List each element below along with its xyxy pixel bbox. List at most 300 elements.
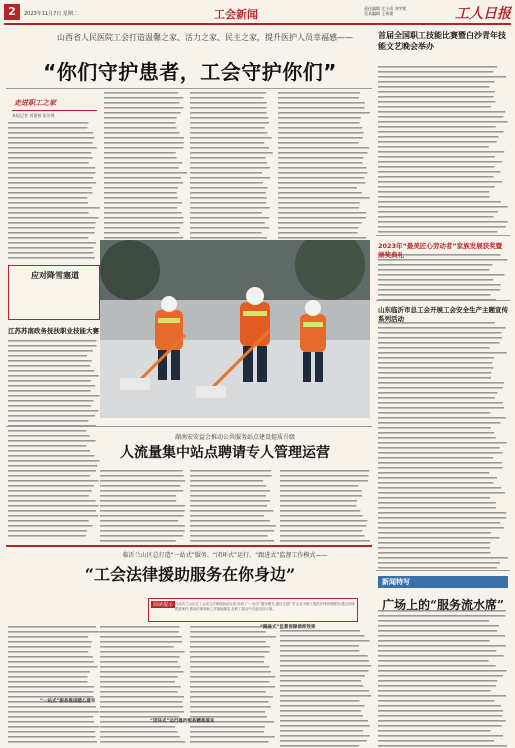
text-line [378,221,508,223]
text-line [278,197,370,199]
text-line [190,117,269,119]
text-line [378,745,507,747]
text-line [378,620,489,622]
text-line [100,631,179,633]
text-line [190,167,270,169]
text-line [378,422,500,424]
text-line [190,686,275,688]
text-line [378,382,504,384]
text-line [190,212,262,214]
text-line [378,452,503,454]
text-line [190,107,266,109]
text-line [378,492,505,494]
text-line [8,340,97,342]
text-line [278,177,364,179]
text-line [378,710,503,712]
text-line [378,655,504,657]
text-line [100,540,176,542]
text-line [378,106,491,108]
text-line [280,475,369,477]
text-line [378,186,495,188]
text-line [8,192,92,194]
text-line [8,167,95,169]
text-line [190,92,266,94]
text-line [378,650,496,652]
right-headline-2: 2023年“最美匠心劳动者”家族发展获奖暨颁奖典礼 [378,242,503,259]
text-line [104,107,183,109]
text-line [190,217,269,219]
text-line [100,515,184,517]
text-line [8,177,93,179]
page-number: 2 [4,4,20,20]
text-line [190,706,271,708]
text-line [378,126,496,128]
text-line [378,552,491,554]
text-line [8,465,97,467]
news-photo [100,240,370,418]
text-line [280,485,358,487]
text-line [190,495,266,497]
text-line [8,736,96,738]
divider [376,570,510,571]
text-line [190,97,264,99]
text-line [378,201,501,203]
text-line [104,207,177,209]
text-line [378,670,507,672]
text-line [8,515,98,517]
text-line [378,537,499,539]
text-line [378,121,508,123]
text-line [100,525,185,527]
text-line [190,666,269,668]
text-line [190,142,264,144]
text-line [100,626,180,628]
text-line [8,626,96,628]
text-line [378,402,503,404]
text-line [190,490,270,492]
text-line [280,670,368,672]
text-line [190,691,266,693]
text-line [280,520,367,522]
text-line [190,726,265,728]
text-line [378,191,489,193]
text-line [8,152,91,154]
text-line [190,157,265,159]
text-line [280,640,370,642]
text-line [280,740,367,742]
text-line [378,337,502,339]
text-line [378,294,491,296]
lead-headline: “你们守护患者，工会守护你们” [43,60,337,84]
text-line [280,695,371,697]
text-line [104,117,177,119]
section-tag: 新闻特写 [378,576,508,588]
text-line [278,217,366,219]
text-line [190,122,269,124]
divider [376,235,510,236]
text-line [378,705,501,707]
left-headline: 江苏苏南政务抚扶职业技能大赛 [8,327,99,335]
text-line [190,661,264,663]
text-line [378,735,503,737]
text-line [8,365,90,367]
divider [376,300,510,301]
text-line [378,206,508,208]
text-line [378,327,505,329]
text-line [378,432,494,434]
text-line [104,147,183,149]
text-line [378,447,500,449]
text-line [190,530,274,532]
text-line [190,162,267,164]
text-line [378,66,497,68]
text-line [378,216,494,218]
text-line [378,76,506,78]
divider [6,545,372,547]
text-line [190,227,269,229]
text-line [190,152,273,154]
text-line [100,530,185,532]
text-line [378,740,494,742]
text-line [104,177,181,179]
text-line [8,495,89,497]
text-line [100,520,178,522]
text-line [190,147,269,149]
text-line [100,535,183,537]
text-line [278,172,367,174]
text-line [8,197,87,199]
text-line [104,212,182,214]
text-line [104,92,178,94]
text-line [8,691,93,693]
text-line [278,102,365,104]
text-line [378,269,489,271]
text-line [378,567,497,569]
divider [6,426,372,427]
text-line [190,671,271,673]
text-line [8,656,93,658]
text-line [378,462,502,464]
text-line [278,142,359,144]
text-line [280,540,370,542]
text-line [100,485,180,487]
text-line [8,410,98,412]
text-line [100,510,185,512]
text-line [378,181,502,183]
text-line [190,676,275,678]
text-line [100,741,185,743]
text-line [378,101,495,103]
text-line [190,480,263,482]
text-line [190,540,274,542]
text-line [190,192,266,194]
text-line [190,646,270,648]
text-line [378,141,497,143]
text-line [190,741,269,743]
text-line [8,420,88,422]
text-line [8,360,92,362]
text-line [278,97,359,99]
text-line [280,705,364,707]
text-line [104,237,183,239]
text-line [280,495,362,497]
text-line [8,247,94,249]
text-line [8,726,99,728]
text-line [378,196,490,198]
text-line [100,706,183,708]
text-line [280,690,369,692]
text-line [8,232,95,234]
text-line [100,686,181,688]
text-line [280,660,369,662]
text-line [8,510,96,512]
text-line [378,412,490,414]
text-line [8,127,87,129]
text-line [8,530,87,532]
text-line [378,630,497,632]
text-line [190,470,271,472]
text-line [378,171,500,173]
text-line [280,725,370,727]
text-line [378,557,508,559]
text-line [190,197,267,199]
text-line [378,156,495,158]
text-line [100,641,182,643]
text-line [378,96,494,98]
text-line [378,367,493,369]
text-line [378,226,506,228]
text-line [378,695,506,697]
text-line [190,505,267,507]
text-line [100,676,178,678]
text-line [8,676,88,678]
text-line [8,147,97,149]
text-line [8,227,95,229]
text-line [104,132,180,134]
text-line [378,690,491,692]
text-line [378,660,489,662]
text-line [280,530,362,532]
right-headline-1: 首届全国职工技能比赛暨白沙青年技能文艺晚会举办 [378,31,506,51]
text-line [378,562,500,564]
text-line [278,157,363,159]
text-line [280,665,371,667]
text-line [104,102,180,104]
text-line [378,176,494,178]
text-line [280,515,363,517]
text-line [190,182,263,184]
text-line [8,385,95,387]
text-line [100,671,184,673]
text-line [378,497,490,499]
text-line [8,475,90,477]
text-line [378,357,494,359]
text-line [8,430,86,432]
text-line [190,681,269,683]
text-line [104,217,183,219]
text-line [280,630,360,632]
text-line [190,525,276,527]
text-line [8,520,89,522]
text-line [378,477,497,479]
text-line [190,631,266,633]
text-line [190,736,275,738]
text-line [100,505,185,507]
text-line [190,701,269,703]
text-line [378,700,495,702]
text-line [104,152,176,154]
text-line [190,535,268,537]
text-line [100,470,183,472]
text-line [378,86,489,88]
text-line [378,427,491,429]
text-line [8,535,86,537]
text-line [8,681,88,683]
text-line [104,182,183,184]
text-line [278,202,360,204]
text-line [8,142,93,144]
text-line [8,686,94,688]
text-line [190,515,264,517]
text-line [190,636,276,638]
text-line [8,721,94,723]
text-line [8,157,93,159]
text-line [190,656,264,658]
text-line [278,237,366,239]
bottom-headline: “工会法律援助服务在你身边” [84,565,296,584]
text-line [278,147,369,149]
bottom-kicker: 临沂兰山区总打造“一站式”服务、“闭环式”运行、“跟进式”监督工作模式—— [122,552,328,559]
text-line [280,500,357,502]
text-line [278,107,365,109]
feature-headline: 广场上的“服务流水席” [382,598,504,612]
text-line [378,730,491,732]
text-line [8,375,99,377]
text-line [280,700,359,702]
byline: 本报记者 刘建林 张芳琪 [12,113,55,118]
text-line [8,217,99,219]
text-line [280,735,370,737]
text-line [378,547,490,549]
text-line [278,112,370,114]
text-line [190,731,264,733]
text-line [100,651,185,653]
text-line [100,711,184,713]
text-line [378,146,489,148]
text-line [280,680,361,682]
text-line [100,636,182,638]
text-line [378,372,491,374]
text-line [378,392,497,394]
text-line [378,720,506,722]
text-line [104,197,178,199]
text-line [378,640,490,642]
text-line [378,347,490,349]
text-line [8,490,92,492]
text-line [190,137,272,139]
text-line [104,97,183,99]
text-line [190,475,272,477]
text-line [8,651,88,653]
text-line [280,635,364,637]
text-line [104,202,182,204]
text-line [190,711,265,713]
text-line [100,726,175,728]
text-line [8,182,96,184]
text-line [8,380,91,382]
text-line [104,122,176,124]
reading-tip-box [148,598,358,622]
text-line [8,525,92,527]
text-line [280,525,366,527]
text-line [190,127,265,129]
text-line [104,137,184,139]
text-line [8,646,91,648]
text-line [378,715,502,717]
text-line [378,332,501,334]
text-line [280,490,362,492]
text-line [8,257,95,259]
reading-tip-text: 自成功兰山区总工会成立法律援助站以来,形成了“一站式”服务模式,通过走进厂矿企业为职工提供法律咨询服务;通过持续跟进案件,做到法律援助工作落地落实,在职工群众中引起良好反响。 [175,602,355,611]
text-line [190,510,273,512]
text-line [378,377,491,379]
text-line [278,212,366,214]
text-line [100,480,185,482]
text-line [378,482,494,484]
text-line [8,706,96,708]
text-line [278,222,362,224]
text-line [8,172,96,174]
text-line [378,457,493,459]
text-line [378,274,504,276]
text-line [278,132,364,134]
text-line [104,192,177,194]
text-line [378,166,494,168]
subhead-1: “一站式”服务推进暖心落实 [40,699,96,704]
text-line [190,112,267,114]
text-line [100,656,180,658]
date-line: 2023年11月7日 星期二 [24,11,78,17]
text-line [190,651,269,653]
text-line [8,480,99,482]
text-line [378,725,502,727]
text-line [190,177,270,179]
text-line [378,116,503,118]
text-line [8,500,96,502]
brand-logo: 工人日报 [455,6,511,22]
text-line [190,202,266,204]
text-line [8,222,95,224]
text-line [8,661,94,663]
text-line [378,472,489,474]
text-line [280,745,359,747]
text-line [8,405,91,407]
text-line [8,485,94,487]
text-line [8,207,100,209]
text-line [100,666,181,668]
text-line [378,231,497,233]
text-line [8,711,99,713]
text-line [378,502,496,504]
text-line [378,507,496,509]
text-line [104,127,176,129]
text-line [104,227,180,229]
text-line [104,157,177,159]
text-line [104,142,184,144]
text-line [100,736,180,738]
text-line [378,517,506,519]
text-line [378,635,505,637]
